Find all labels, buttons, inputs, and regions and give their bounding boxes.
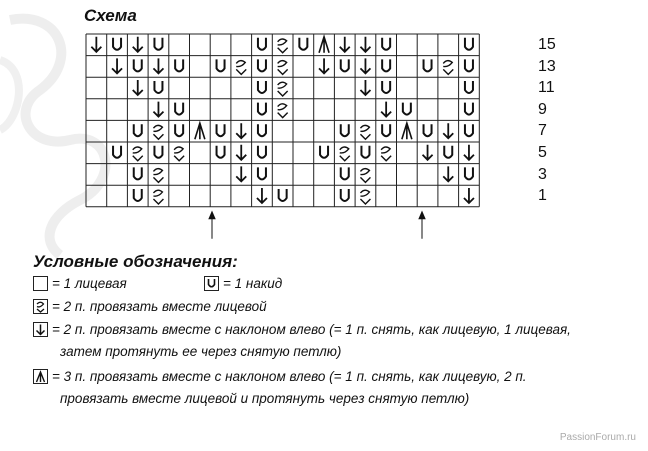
yarn-over-icon <box>175 59 183 71</box>
ssk-icon <box>236 145 246 160</box>
yarn-over-icon <box>175 124 183 136</box>
ssk-icon <box>236 123 246 138</box>
k2tog-icon <box>340 147 350 161</box>
ssk-icon <box>257 188 267 203</box>
yarn-over-icon <box>258 59 266 71</box>
sk2p-icon <box>319 37 329 53</box>
yarn-over-icon <box>258 103 266 115</box>
yarn-over-icon <box>465 167 473 179</box>
yarn-over-icon <box>154 38 162 50</box>
yarn-over-icon <box>113 38 121 50</box>
yarn-over-icon <box>424 124 432 136</box>
legend-item-k2tog: = 2 п. провязать вместе лицевой <box>33 299 267 315</box>
ssk-icon <box>443 123 453 138</box>
k2tog-icon <box>153 169 163 183</box>
yarn-over-icon <box>444 146 452 158</box>
k2tog-icon <box>278 82 288 96</box>
ssk-icon <box>133 80 143 95</box>
row-number: 11 <box>538 79 555 97</box>
yarn-over-icon <box>134 167 142 179</box>
yarn-over-icon <box>175 103 183 115</box>
ssk-icon <box>464 145 474 160</box>
ssk-icon <box>153 102 163 117</box>
yarn-over-icon <box>382 59 390 71</box>
row-number: 15 <box>538 36 556 53</box>
k2tog-icon <box>443 61 453 75</box>
row-number: 1 <box>538 187 547 205</box>
yarn-over-icon <box>258 167 266 179</box>
ssk-icon <box>443 166 453 181</box>
k2tog-icon <box>278 104 288 118</box>
legend-item-yarn-over: = 1 накид <box>204 276 282 292</box>
chart-title: Схема <box>84 6 137 25</box>
k2tog-icon <box>278 61 288 75</box>
yarn-over-icon <box>134 59 142 71</box>
ssk-icon <box>360 37 370 52</box>
sk2p-icon <box>195 123 205 139</box>
ssk-icon <box>91 37 101 52</box>
ssk-icon <box>464 188 474 203</box>
repeat-marker-arrow <box>419 212 425 239</box>
yarn-over-icon <box>217 146 225 158</box>
yarn-over-icon <box>134 189 142 201</box>
ssk-icon <box>319 58 329 73</box>
yarn-over-icon <box>258 124 266 136</box>
yarn-over-icon <box>382 38 390 50</box>
k2tog-icon <box>153 190 163 204</box>
yarn-over-icon <box>258 81 266 93</box>
yarn-over-icon <box>258 38 266 50</box>
yarn-over-icon <box>382 81 390 93</box>
k2tog-icon <box>360 169 370 183</box>
yarn-over-icon <box>341 189 349 201</box>
row-number: 5 <box>538 144 547 161</box>
yarn-over-icon <box>424 59 432 71</box>
yarn-over-icon <box>299 38 307 50</box>
ssk-icon <box>33 322 48 337</box>
legend-title: Условные обозначения: <box>33 252 238 271</box>
footer-watermark: PassionForum.ru <box>559 432 636 443</box>
legend-item-sk2p: = 3 п. провязать вместе с наклоном влево (= 1 п. снять, как лицевую, 2 п. <box>33 369 527 385</box>
yarn-over-icon <box>204 276 219 291</box>
yarn-over-icon <box>279 189 287 201</box>
row-number: 9 <box>538 100 547 118</box>
ssk-icon <box>360 80 370 95</box>
k2tog-icon <box>174 147 184 161</box>
yarn-over-icon <box>465 38 473 50</box>
k2tog-icon <box>153 125 163 139</box>
yarn-over-icon <box>341 167 349 179</box>
yarn-over-icon <box>361 146 369 158</box>
ssk-icon <box>112 58 122 73</box>
yarn-over-icon <box>134 124 142 136</box>
sk2p-icon <box>402 123 412 139</box>
legend-item-knit: = 1 лицевая <box>33 276 127 292</box>
yarn-over-icon <box>465 124 473 136</box>
k2tog-icon <box>278 39 288 53</box>
ssk-icon <box>381 102 391 117</box>
ssk-icon <box>340 37 350 52</box>
yarn-over-icon <box>382 124 390 136</box>
repeat-marker-arrow <box>209 212 215 239</box>
yarn-over-icon <box>258 146 266 158</box>
ssk-icon <box>153 58 163 73</box>
yarn-over-icon <box>113 146 121 158</box>
k2tog-icon <box>381 147 391 161</box>
yarn-over-icon <box>341 59 349 71</box>
k2tog-icon <box>360 125 370 139</box>
ssk-icon <box>236 166 246 181</box>
row-number: 13 <box>538 57 556 75</box>
row-number: 3 <box>538 165 547 183</box>
legend-item-ssk: = 2 п. провязать вместе с наклоном влево (= 1 п. снять, как лицевую, 1 лицевая, <box>33 322 571 338</box>
yarn-over-icon <box>154 81 162 93</box>
legend-item-ssk-continued: затем протянуть ее через снятую петлю) <box>60 344 342 359</box>
ssk-icon <box>423 145 433 160</box>
yarn-over-icon <box>403 103 411 115</box>
row-number: 7 <box>538 122 547 140</box>
k2tog-icon <box>360 190 370 204</box>
ssk-icon <box>133 37 143 52</box>
yarn-over-icon <box>217 59 225 71</box>
k2tog-icon <box>33 299 48 314</box>
legend-item-sk2p-continued: провязать вместе лицевой и протянуть через снятую петлю) <box>60 391 470 406</box>
yarn-over-icon <box>154 146 162 158</box>
k2tog-icon <box>236 61 246 75</box>
sk2p-icon <box>33 369 48 384</box>
knit-stitch-icon <box>33 276 48 291</box>
yarn-over-icon <box>320 146 328 158</box>
yarn-over-icon <box>465 81 473 93</box>
yarn-over-icon <box>341 124 349 136</box>
yarn-over-icon <box>217 124 225 136</box>
k2tog-icon <box>133 147 143 161</box>
ssk-icon <box>360 58 370 73</box>
yarn-over-icon <box>465 59 473 71</box>
yarn-over-icon <box>465 103 473 115</box>
